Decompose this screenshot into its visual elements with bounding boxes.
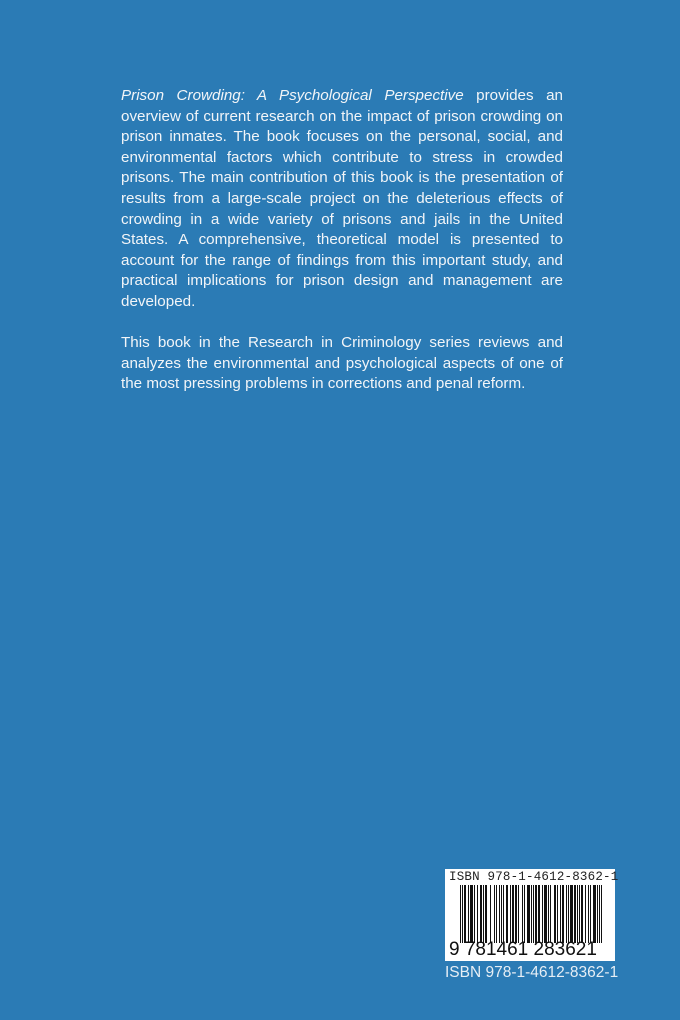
back-cover-description <box>121 86 563 395</box>
isbn-barcode <box>445 869 619 961</box>
barcode-bar <box>601 885 602 943</box>
description-paragraph-1 <box>121 86 563 313</box>
barcode-digits: 9 781461 283621 <box>449 939 597 960</box>
paragraph-1-text: provides an overview of current research on the impact of prison crowding on prison inmates. The book focuses on the personal, social, and environmental factors which contribute to stress in crowded prisons. The main contribution of this book is the presentation of results from a large-scale project on the deleterious effects of crowding in a wide variety of prisons and jails in the United States. A comprehensive, theoretical model is presented to account for the range of findings from this important study, and practical implications for prison design and management are developed. <box>121 87 563 310</box>
description-paragraph-2: This book in the Research in Criminology series reviews and analyzes the environmental and psychological aspects of one of the most pressing problems in corrections and penal reform. <box>121 334 563 393</box>
isbn-caption: ISBN 978-1-4612-8362-1 <box>445 964 619 981</box>
barcode-bars <box>460 885 603 943</box>
book-title: Prison Crowding: A Psychological Perspective <box>121 87 464 104</box>
barcode-isbn-label: ISBN 978-1-4612-8362-1 <box>449 870 619 884</box>
